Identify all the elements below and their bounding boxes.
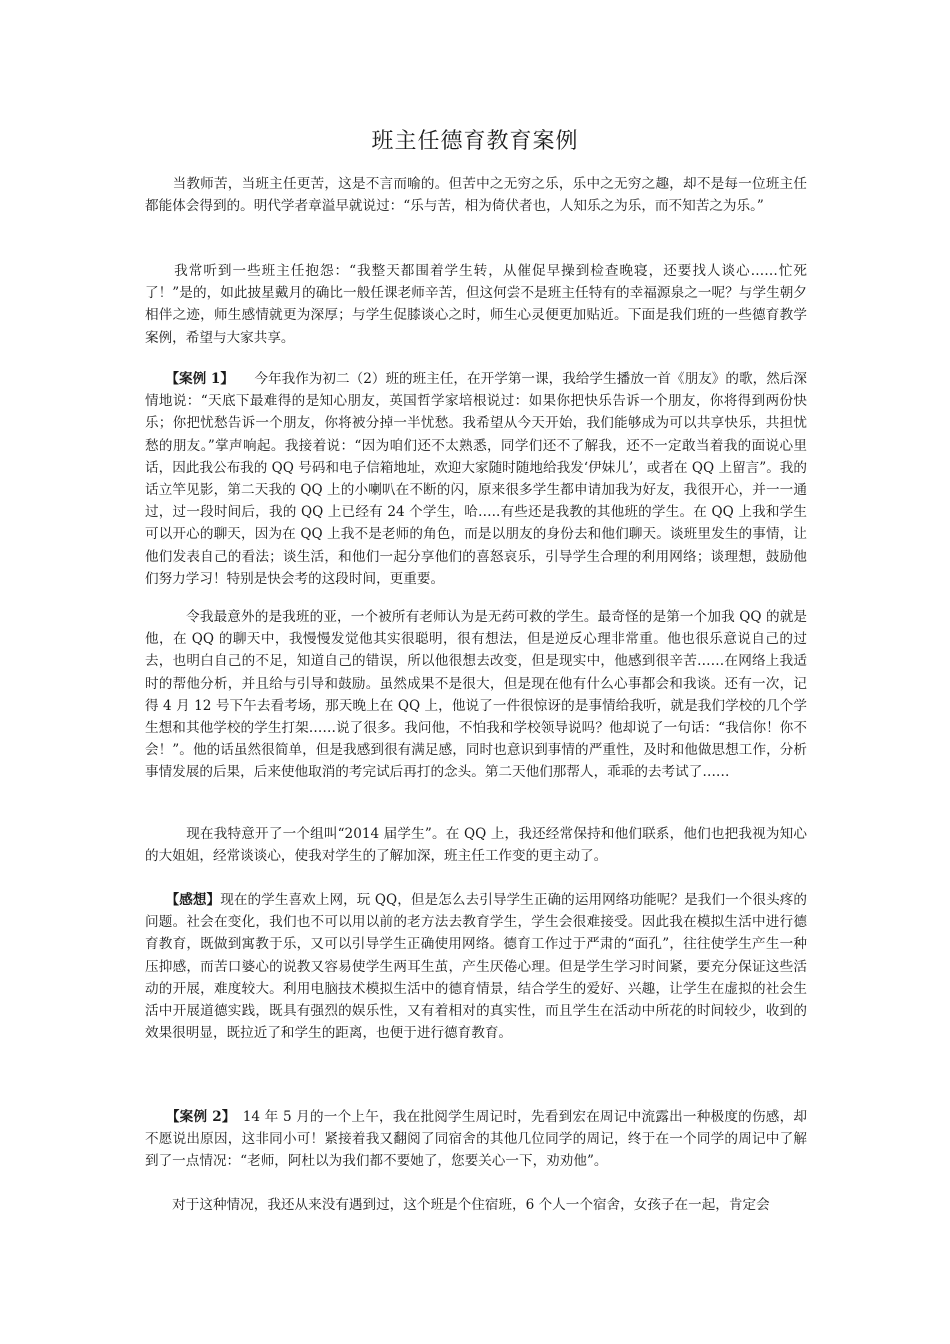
paragraph-indent — [145, 826, 186, 842]
paragraph-text: 令我最意外的是我班的亚，一个被所有老师认为是无药可救的学生。最奇怪的是第一个加我 QQ 的就是他，在 QQ 的聊天中，我慢慢发觉他其实很聪明，很有想法，但是逆反心理非常重。他也很乐意说自己的过去，也明白自己的不足，知道自己的错误，所以他很想去改变，但是现实中，他感到很辛苦……在网络上我适时的帮他分析，并且给与引导和鼓励。虽然成果不是很大，但是现在他有什么心事都会和我谈。还有一次，记得 4 月 12 号下午去看考场，那天晚上在 QQ 上，他说了一件很惊讶的是事情给我听，就是我们学校的几个学生想和其他学校的学生打架……说了很多。我问他，不怕我和学校领导说吗？他却说了一句话：“我信你！你不会！”。他的话虽然很简单，但是我感到很有满足感，同时也意识到事情的严重性，及时和他做思想工作，分析事情发展的后果，后来使他取消的考完试后再打的念头。第二天他们那帮人，乖乖的去考试了…… — [145, 609, 807, 781]
case-1-heading: 【案例 1】 — [172, 371, 228, 387]
paragraph-qq-group — [145, 823, 807, 867]
paragraph-indent — [145, 263, 174, 279]
paragraph-text: 现在我特意开了一个组叫“2014 届学生”。在 QQ 上，我还经常保持和他们联系，他们也把我视为知心的大姐姐，经常谈谈心，使我对学生的了解加深，班主任工作变的更主动了。 — [145, 826, 808, 865]
paragraph-text: 14 年 5 月的一个上午，我在批阅学生周记时，先看到宏在周记中流露出一种极度的伤感，却不愿说出原因，这非同小可！紧接着我又翻阅了同宿舍的其他几位同学的周记，终于在一个同学的周记中了解到了一点情况：“老师，阿杜以为我们都不要她了，您要关心一下，劝劝他”。 — [145, 1109, 808, 1170]
paragraph-text: 今年我作为初二（2）班的班主任，在开学第一课，我给学生播放一首《朋友》的歌，然后深情地说：“天底下最难得的是知心朋友，英国哲学家培根说过：如果你把快乐告诉一个朋友，你将得到两份快乐；你把忧愁告诉一个朋友，你将被分掉一半忧愁。我希望从今天开始，我们能够成为可以共享快乐，共担忧愁的朋友。”掌声响起。我接着说：“因为咱们还不太熟悉，同学们还不了解我，还不一定敢当着我的面说心里话，因此我公布我的 QQ 号码和电子信箱地址，欢迎大家随时随地给我发‘伊妹儿’，或者在 QQ 上留言”。我的话立竿见影，第二天我的 QQ 上的小喇叭在不断的闪，原来很多学生都申请加我为好友，我很开心，并一一通过，过一段时间后，我的 QQ 上已经有 24 个学生，哈…..有些还是我教的其他班的学生。在 QQ 上我和学生可以开心的聊天，因为在 QQ 上我不是老师的角色，而是以朋友的身份去和他们聊天。谈班里发生的事情，让他们发表自己的看法；谈生活，和他们一起分享他们的喜怒哀乐，引导学生合理的利用网络；谈理想，鼓励他们努力学习！特别是快会考的这段时间，更重要。 — [145, 371, 807, 587]
paragraph-text: 对于这种情况，我还从来没有遇到过，这个班是个住宿班，6 个人一个宿舍，女孩子在一起，肯定会 — [158, 1197, 770, 1213]
paragraph-student-ya — [145, 606, 807, 784]
paragraph-continuation — [145, 1194, 807, 1216]
paragraph-reflection — [145, 889, 807, 1044]
paragraph-indent — [145, 1109, 173, 1125]
paragraph-indent — [145, 176, 173, 192]
page-title: 班主任德育教育案例 — [371, 129, 579, 154]
paragraph-intro — [145, 173, 807, 217]
paragraph-indent — [145, 1197, 159, 1213]
paragraph-indent — [145, 609, 186, 625]
paragraph-complaint — [145, 260, 807, 349]
paragraph-case-2 — [145, 1106, 807, 1173]
reflection-heading: 【感想】 — [172, 892, 221, 908]
paragraph-text: 当教师苦，当班主任更苦，这是不言而喻的。但苦中之无穷之乐，乐中之无穷之趣，却不是每一位班主任都能体会得到的。明代学者章溢早就说过：“乐与苦，相为倚伏者也，人知乐之为乐，而不知苦之为乐。” — [145, 176, 807, 215]
paragraph-case-1 — [145, 368, 807, 590]
paragraph-indent — [145, 371, 172, 387]
paragraph-text: 我常听到一些班主任抱怨：“我整天都围着学生转，从催促早操到检查晚寝，还要找人谈心……忙死了！”是的，如此披星戴月的确比一般任课老师辛苦，但这何尝不是班主任特有的幸福源泉之一呢？与学生朝夕相伴之迹，师生感情就更为深厚；与学生促膝谈心之时，师生心灵便更加贴近。下面是我们班的一些德育教学案例，希望与大家共享。 — [145, 263, 808, 346]
paragraph-text: 现在的学生喜欢上网，玩 QQ，但是怎么去引导学生正确的运用网络功能呢？是我们一个很头疼的问题。社会在变化，我们也不可以用以前的老方法去教育学生，学生会很难接受。因此我在模拟生活中进行德育教育，既做到寓教于乐，又可以引导学生正确使用网络。德育工作过于严肃的“面孔”，往往使学生产生一种压抑感，而苦口婆心的说教又容易使学生两耳生茧，产生厌倦心理。但是学生学习时间紧，要充分保证这些活动的开展，难度较大。利用电脑技术模拟生活中的德育情景，结合学生的爱好、兴趣，让学生在虚拟的社会生活中开展道德实践，既具有强烈的娱乐性，又有着相对的真实性，而且学生在活动中所花的时间较少，收到的效果很明显，既拉近了和学生的距离，也便于进行德育教育。 — [145, 892, 808, 1042]
paragraph-indent — [145, 892, 172, 908]
case-2-heading: 【案例 2】 — [172, 1109, 229, 1125]
